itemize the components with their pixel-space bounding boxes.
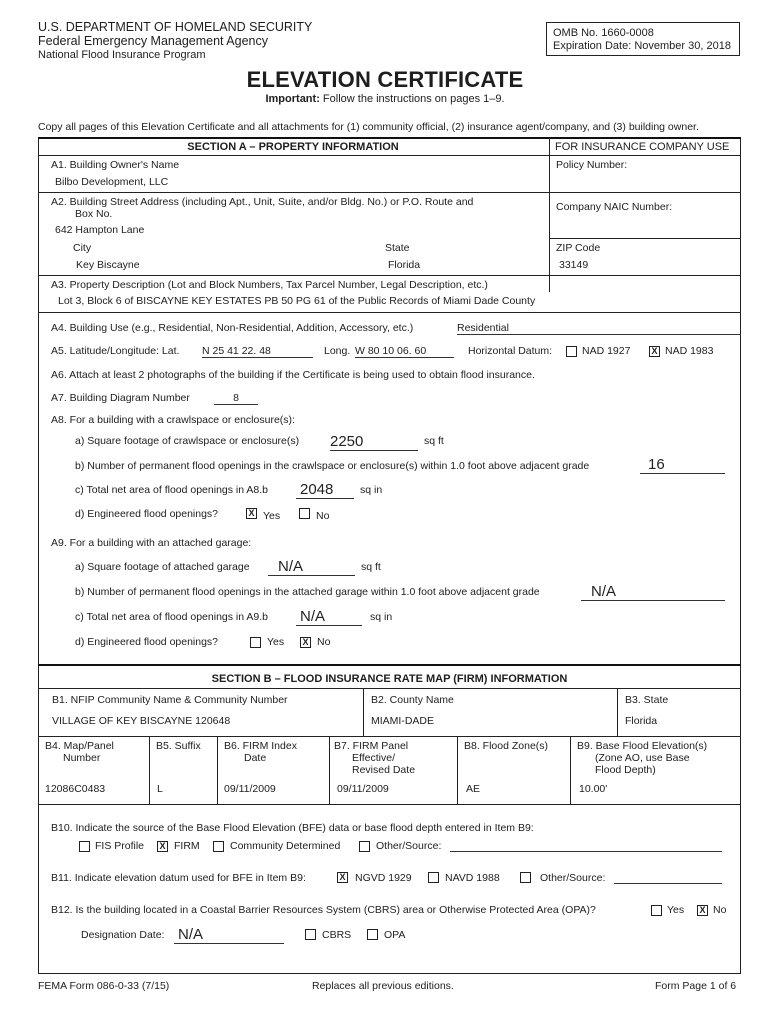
b11-other-input[interactable] <box>614 872 722 884</box>
divider <box>38 688 741 689</box>
a9a-unit: sq ft <box>361 561 381 573</box>
a3-property-description[interactable]: Lot 3, Block 6 of BISCAYNE KEY ESTATES PB 50 PG 61 of the Public Records of Miami Dade County <box>58 295 536 307</box>
form-number: FEMA Form 086-0-33 (7/15) <box>38 980 170 992</box>
b12-yes-checkbox[interactable] <box>651 905 662 916</box>
zip-label: ZIP Code <box>556 242 601 254</box>
b10-fis-checkbox[interactable] <box>79 841 90 852</box>
b12-designation-date[interactable]: N/A <box>174 926 284 944</box>
a8d-no-label: No <box>316 510 330 522</box>
opa-label: OPA <box>384 929 406 941</box>
a8d-yes-label: Yes <box>263 510 281 522</box>
b7-label-cont2: Revised Date <box>352 764 416 776</box>
a2-label-cont: Box No. <box>75 208 113 220</box>
a1-label: A1. Building Owner's Name <box>51 159 180 171</box>
b10-label: B10. Indicate the source of the Base Flood Elevation (BFE) data or base flood depth entered in Item B9: <box>51 822 534 834</box>
section-b-title: SECTION B – FLOOD INSURANCE RATE MAP (FIRM) INFORMATION <box>211 673 568 685</box>
b4-label-cont: Number <box>63 752 101 764</box>
cbrs-checkbox[interactable] <box>305 929 316 940</box>
b10-other-label: Other/Source: <box>376 840 442 852</box>
b10-firm-label: FIRM <box>174 840 200 852</box>
a9d-no-label: No <box>317 636 331 648</box>
b12-no-label: No <box>713 904 727 916</box>
copy-instructions: Copy all pages of this Elevation Certificate and all attachments for (1) community official, (2) insurance agent/company, and (3) building owner. <box>38 121 699 133</box>
city-label: City <box>73 242 92 254</box>
divider <box>217 736 218 804</box>
divider <box>38 804 741 805</box>
a5-label: A5. Latitude/Longitude: Lat. <box>51 345 180 357</box>
page-number: Form Page 1 of 6 <box>655 980 737 992</box>
state-label: State <box>385 242 410 254</box>
nad1927-checkbox[interactable] <box>566 346 577 357</box>
b9-bfe-value[interactable]: 10.00' <box>579 783 608 795</box>
omb-box <box>546 22 740 56</box>
divider <box>549 238 741 239</box>
divider <box>329 736 330 804</box>
divider <box>549 137 550 292</box>
b11-ngvd-checkbox[interactable]: X <box>337 872 348 883</box>
b9-label-cont: (Zone AO, use Base <box>595 752 690 764</box>
b10-firm-checkbox[interactable]: X <box>157 841 168 852</box>
a7-label: A7. Building Diagram Number <box>51 392 190 404</box>
b9-label-cont2: Flood Depth) <box>595 764 656 776</box>
divider <box>38 312 741 313</box>
a1-owner-name[interactable]: Bilbo Development, LLC <box>55 176 169 188</box>
divider <box>38 192 741 193</box>
a4-building-use[interactable]: Residential <box>457 322 740 335</box>
a2-label: A2. Building Street Address (including Apt., Unit, Suite, and/or Bldg. No.) or P.O. Route and <box>51 196 474 208</box>
omb-number: OMB No. 1660-0008 <box>553 27 654 39</box>
divider <box>38 137 741 139</box>
b11-ngvd-label: NGVD 1929 <box>355 872 412 884</box>
a8-label: A8. For a building with a crawlspace or enclosure(s): <box>51 414 295 426</box>
a9b-label: b) Number of permanent flood openings in the attached garage within 1.0 foot above adjacent grade <box>75 586 540 598</box>
department-name: U.S. DEPARTMENT OF HOMELAND SECURITY <box>38 20 313 34</box>
a8d-label: d) Engineered flood openings? <box>75 508 219 520</box>
a8b-value[interactable]: 16 <box>640 456 725 474</box>
a8c-value[interactable]: 2048 <box>296 481 354 499</box>
state-value[interactable]: Florida <box>388 259 421 271</box>
expiration-date: Expiration Date: November 30, 2018 <box>553 40 731 52</box>
a9c-unit: sq in <box>370 611 393 623</box>
a9-label: A9. For a building with an attached garage: <box>51 537 252 549</box>
a2-street-address[interactable]: 642 Hampton Lane <box>55 224 145 236</box>
b8-label: B8. Flood Zone(s) <box>464 740 549 752</box>
a9a-label: a) Square footage of attached garage <box>75 561 250 573</box>
b12-yes-label: Yes <box>667 904 685 916</box>
insurance-use-title: FOR INSURANCE COMPANY USE <box>555 141 730 153</box>
b11-other-label: Other/Source: <box>540 872 606 884</box>
b1-label: B1. NFIP Community Name & Community Number <box>52 694 288 706</box>
a9c-label: c) Total net area of flood openings in A9.b <box>75 611 269 623</box>
naic-label: Company NAIC Number: <box>556 201 673 213</box>
b7-label: B7. FIRM Panel <box>334 740 409 752</box>
b12-label: B12. Is the building located in a Coastal Barrier Resources System (CBRS) area or Otherwise Protected Area (OPA)? <box>51 904 596 916</box>
nad1927-label: NAD 1927 <box>582 345 631 357</box>
divider <box>570 736 571 804</box>
a8d-no-checkbox[interactable] <box>299 508 310 519</box>
b3-state-value[interactable]: Florida <box>625 715 658 727</box>
replaces-note: Replaces all previous editions. <box>312 980 454 992</box>
divider <box>457 736 458 804</box>
important-label: Important: <box>265 93 320 105</box>
a3-label: A3. Property Description (Lot and Block Numbers, Tax Parcel Number, Legal Description, etc.) <box>51 279 488 291</box>
nad1983-label: NAD 1983 <box>665 345 714 357</box>
a9d-yes-checkbox[interactable] <box>250 637 261 648</box>
b5-label: B5. Suffix <box>156 740 201 752</box>
b10-other-input[interactable] <box>450 840 722 852</box>
a8c-label: c) Total net area of flood openings in A8.b <box>75 484 269 496</box>
b4-map-panel-value[interactable]: 12086C0483 <box>45 783 106 795</box>
a4-label: A4. Building Use (e.g., Residential, Non-Residential, Addition, Accessory, etc.) <box>51 322 414 334</box>
section-a-title: SECTION A – PROPERTY INFORMATION <box>187 141 399 153</box>
a5-longitude[interactable]: W 80 10 06. 60 <box>355 345 454 358</box>
a9d-no-checkbox[interactable]: X <box>300 637 311 648</box>
a8a-label: a) Square footage of crawlspace or enclosure(s) <box>75 435 300 447</box>
b10-community-checkbox[interactable] <box>213 841 224 852</box>
b6-label: B6. FIRM Index <box>224 740 297 752</box>
b12-no-checkbox[interactable]: X <box>697 905 708 916</box>
b11-label: B11. Indicate elevation datum used for BFE in Item B9: <box>51 872 306 884</box>
divider <box>38 275 741 276</box>
a5-latitude[interactable]: N 25 41 22. 48 <box>202 345 313 358</box>
a9b-value[interactable]: N/A <box>581 583 725 601</box>
a9d-label: d) Engineered flood openings? <box>75 636 219 648</box>
cbrs-label: CBRS <box>322 929 352 941</box>
b6-firm-index-value[interactable]: 09/11/2009 <box>224 783 276 795</box>
b2-label: B2. County Name <box>371 694 454 706</box>
b7-label-cont: Effective/ <box>352 752 395 764</box>
b2-county-value[interactable]: MIAMI-DADE <box>371 715 434 727</box>
divider <box>149 736 150 804</box>
a5-long-label: Long. <box>324 345 351 357</box>
b10-community-label: Community Determined <box>230 840 341 852</box>
b11-other-checkbox[interactable] <box>520 872 531 883</box>
policy-number-label: Policy Number: <box>556 159 628 171</box>
opa-checkbox[interactable] <box>367 929 378 940</box>
b11-navd-label: NAVD 1988 <box>445 872 500 884</box>
a8a-value[interactable]: 2250 <box>330 433 418 451</box>
b9-label: B9. Base Flood Elevation(s) <box>577 740 708 752</box>
page-title: ELEVATION CERTIFICATE <box>246 67 524 92</box>
divider <box>38 155 741 156</box>
b11-navd-checkbox[interactable] <box>428 872 439 883</box>
important-text: Follow the instructions on pages 1–9. <box>322 93 505 105</box>
b1-community-value[interactable]: VILLAGE OF KEY BISCAYNE 120648 <box>52 715 231 727</box>
b12-date-label: Designation Date: <box>81 929 165 941</box>
b6-label-cont: Date <box>244 752 267 764</box>
a8b-label: b) Number of permanent flood openings in the crawlspace or enclosure(s) within 1.0 foot above adjacent grade <box>75 460 590 472</box>
a5-datum-label: Horizontal Datum: <box>468 345 553 357</box>
program-name: National Flood Insurance Program <box>38 49 206 61</box>
divider <box>363 688 364 736</box>
divider <box>38 664 741 666</box>
agency-name: Federal Emergency Management Agency <box>38 34 268 48</box>
a8d-yes-checkbox[interactable]: X <box>246 508 257 519</box>
b8-flood-zone-value[interactable]: AE <box>466 783 481 795</box>
nad1983-checkbox[interactable]: X <box>649 346 660 357</box>
zip-value[interactable]: 33149 <box>559 259 589 271</box>
a8c-unit: sq in <box>360 484 383 496</box>
a9a-value[interactable]: N/A <box>268 558 355 576</box>
b7-firm-panel-value[interactable]: 09/11/2009 <box>337 783 389 795</box>
b10-fis-label: FIS Profile <box>95 840 145 852</box>
a7-diagram-number[interactable]: 8 <box>214 392 258 405</box>
city-value[interactable]: Key Biscayne <box>76 259 140 271</box>
a6-label: A6. Attach at least 2 photographs of the building if the Certificate is being used to obtain flood insurance. <box>51 369 535 381</box>
divider <box>617 688 618 736</box>
b5-suffix-value[interactable]: L <box>157 783 163 795</box>
important-note <box>0 93 770 105</box>
divider <box>38 736 741 737</box>
b10-other-checkbox[interactable] <box>359 841 370 852</box>
a8a-unit: sq ft <box>424 435 444 447</box>
b4-label: B4. Map/Panel <box>45 740 114 752</box>
a9d-yes-label: Yes <box>267 636 285 648</box>
a9c-value[interactable]: N/A <box>296 608 362 626</box>
b3-label: B3. State <box>625 694 669 706</box>
